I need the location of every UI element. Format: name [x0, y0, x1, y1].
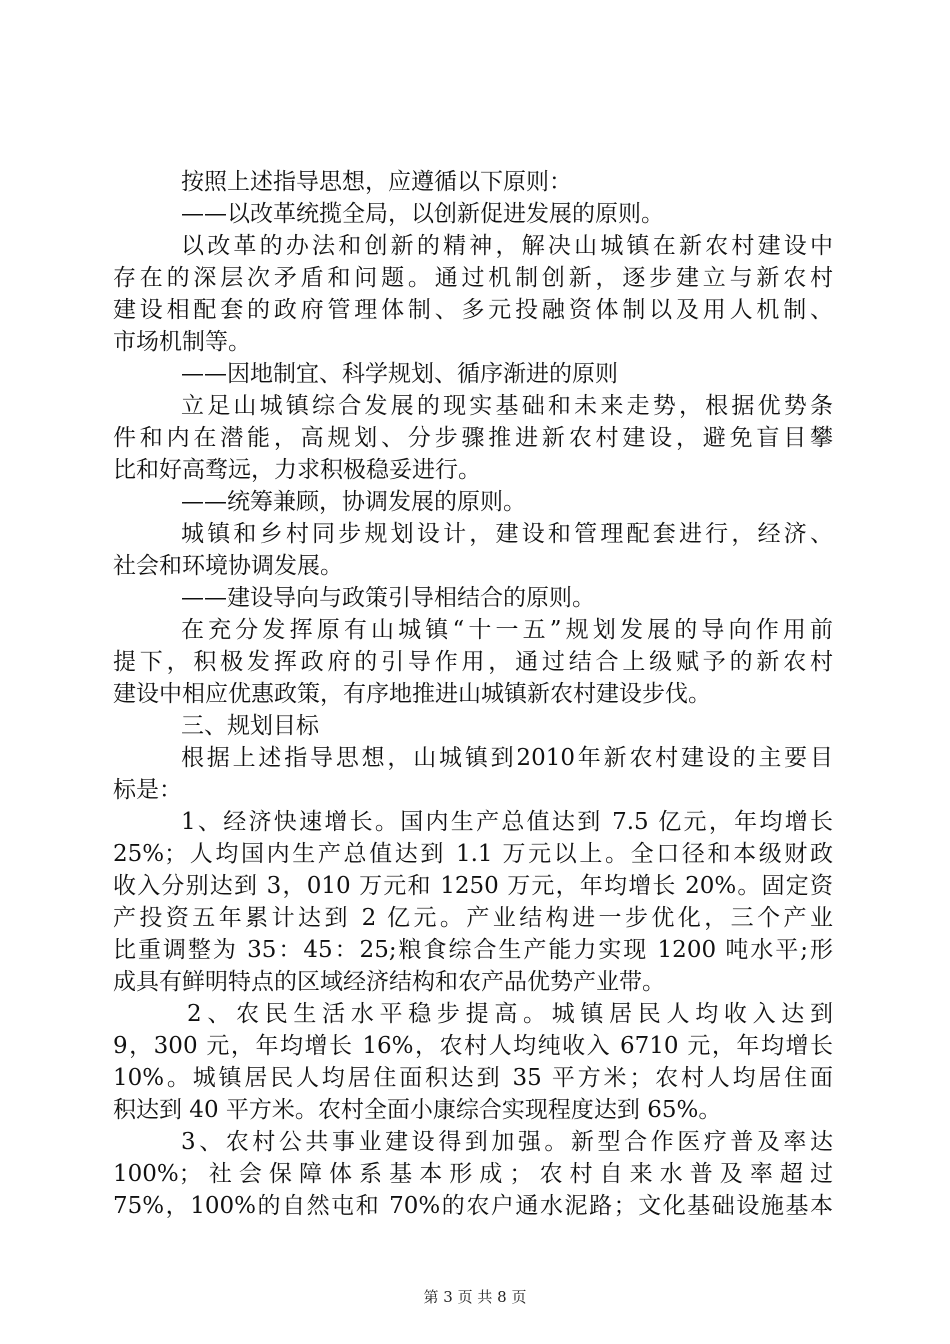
- text-line: 市场机制等。: [113, 329, 251, 355]
- text-line: 以改革的办法和创新的精神，解决山城镇在新农村建设中: [181, 233, 833, 259]
- text-line: 9，300 元，年均增长 16%，农村人均纯收入 6710 元，年均增长: [113, 1033, 833, 1059]
- text-line: 社会和环境协调发展。: [113, 553, 343, 579]
- text-line: 根据上述指导思想，山城镇到2010年新农村建设的主要目: [181, 745, 833, 771]
- text-line: 积达到 40 平方米。农村全面小康综合实现程度达到 65%。: [113, 1097, 722, 1123]
- text-line: 按照上述指导思想，应遵循以下原则：: [181, 169, 572, 195]
- text-line: 城镇和乡村同步规划设计，建设和管理配套进行，经济、: [181, 521, 833, 547]
- text-line: 比和好高骛远，力求积极稳妥进行。: [113, 457, 481, 483]
- text-line: 2、农民生活水平稳步提高。城镇居民人均收入达到: [187, 1001, 833, 1027]
- text-line: 存在的深层次矛盾和问题。通过机制创新，逐步建立与新农村: [113, 265, 833, 291]
- text-line: 提下，积极发挥政府的引导作用，通过结合上级赋予的新农村: [113, 649, 833, 675]
- text-line: ——统筹兼顾，协调发展的原则。: [181, 489, 526, 515]
- section-heading: 三、规划目标: [181, 713, 319, 739]
- text-line: 75%，100%的自然屯和 70%的农户通水泥路；文化基础设施基本: [113, 1193, 833, 1219]
- text-line: ——因地制宜、科学规划、循序渐进的原则: [181, 361, 618, 387]
- page-number-footer: 第 3 页 共 8 页: [423, 1288, 527, 1306]
- text-line: 25%；人均国内生产总值达到 1.1 万元以上。全口径和本级财政: [113, 841, 833, 867]
- text-line: 3、农村公共事业建设得到加强。新型合作医疗普及率达: [181, 1129, 833, 1155]
- text-line: ——以改革统揽全局，以创新促进发展的原则。: [181, 201, 664, 227]
- text-line: 100%；社会保障体系基本形成；农村自来水普及率超过: [113, 1161, 833, 1187]
- document-body: [113, 166, 833, 1222]
- text-line: 建设相配套的政府管理体制、多元投融资体制以及用人机制、: [113, 297, 833, 323]
- text-line: 比重调整为 35：45：25;粮食综合生产能力实现 1200 吨水平;形: [113, 937, 833, 963]
- text-line: 在充分发挥原有山城镇“十一五”规划发展的导向作用前: [181, 617, 833, 643]
- text-line: 标是：: [113, 777, 182, 803]
- text-line: ——建设导向与政策引导相结合的原则。: [181, 585, 595, 611]
- text-line: 产投资五年累计达到 2 亿元。产业结构进一步优化，三个产业: [113, 905, 833, 931]
- text-line: 收入分别达到 3，010 万元和 1250 万元，年均增长 20%。固定资: [113, 873, 833, 899]
- text-line: 成具有鲜明特点的区域经济结构和农产品优势产业带。: [113, 969, 665, 995]
- text-line: 建设中相应优惠政策，有序地推进山城镇新农村建设步伐。: [113, 681, 711, 707]
- text-line: 立足山城镇综合发展的现实基础和未来走势，根据优势条: [181, 393, 833, 419]
- text-line: 10%。城镇居民人均居住面积达到 35 平方米；农村人均居住面: [113, 1065, 833, 1091]
- text-line: 1、经济快速增长。国内生产总值达到 7.5 亿元，年均增长: [181, 809, 833, 835]
- text-line: 件和内在潜能，高规划、分步骤推进新农村建设，避免盲目攀: [113, 425, 833, 451]
